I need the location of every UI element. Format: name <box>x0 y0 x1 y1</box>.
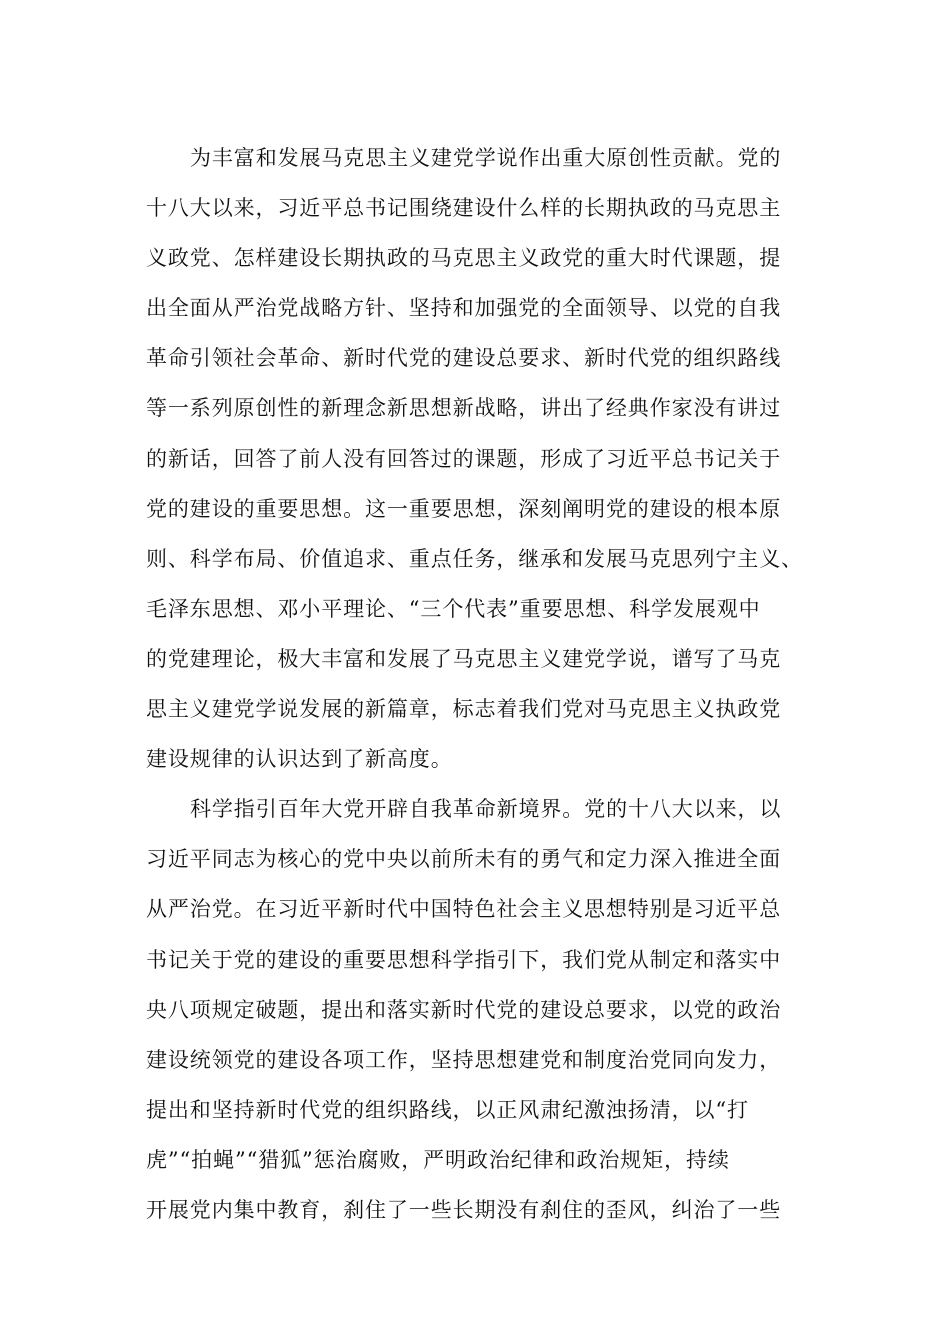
paragraph-line: 党的建设的重要思想。这一重要思想，深刻阐明党的建设的根本原 <box>146 496 782 521</box>
paragraph-line: 出全面从严治党战略方针、坚持和加强党的全面领导、以党的自我 <box>146 296 782 321</box>
paragraph-line: 毛泽东思想、邓小平理论、“三个代表”重要思想、科学发展观中 <box>146 596 761 621</box>
paragraph-line: 等一系列原创性的新理念新思想新战略，讲出了经典作家没有讲过 <box>146 396 782 421</box>
paragraph-line: 科学指引百年大党开辟自我革命新境界。党的十八大以来，以 <box>190 797 782 822</box>
paragraph-line: 提出和坚持新时代党的组织路线，以正风肃纪激浊扬清，以“打 <box>146 1097 749 1122</box>
document-body <box>146 133 846 1235</box>
paragraph-self-revolution <box>146 784 846 1235</box>
paragraph-line: 开展党内集中教育，刹住了一些长期没有刹住的歪风，纠治了一些 <box>146 1197 782 1222</box>
paragraph-line: 则、科学布局、价值追求、重点任务，继承和发展马克思列宁主义、 <box>146 546 803 571</box>
paragraph-party-building-theory <box>146 133 846 784</box>
paragraph-line: 习近平同志为核心的党中央以前所未有的勇气和定力深入推进全面 <box>146 847 782 872</box>
paragraph-line: 建设规律的认识达到了新高度。 <box>146 747 453 772</box>
paragraph-line: 革命引领社会革命、新时代党的建设总要求、新时代党的组织路线 <box>146 346 782 371</box>
paragraph-line: 的党建理论，极大丰富和发展了马克思主义建党学说，谱写了马克 <box>146 646 782 671</box>
paragraph-line: 从严治党。在习近平新时代中国特色社会主义思想特别是习近平总 <box>146 897 782 922</box>
paragraph-line: 虎”“拍蝇”“猎狐”惩治腐败，严明政治纪律和政治规矩，持续 <box>146 1147 730 1172</box>
paragraph-line: 建设统领党的建设各项工作，坚持思想建党和制度治党同向发力， <box>146 1047 782 1072</box>
paragraph-line: 的新话，回答了前人没有回答过的课题，形成了习近平总书记关于 <box>146 446 782 471</box>
paragraph-line: 央八项规定破题，提出和落实新时代党的建设总要求，以党的政治 <box>146 997 782 1022</box>
paragraph-line: 十八大以来，习近平总书记围绕建设什么样的长期执政的马克思主 <box>146 196 782 221</box>
paragraph-line: 思主义建党学说发展的新篇章，标志着我们党对马克思主义执政党 <box>146 697 782 722</box>
paragraph-line: 为丰富和发展马克思主义建党学说作出重大原创性贡献。党的 <box>190 146 782 170</box>
paragraph-line: 义政党、怎样建设长期执政的马克思主义政党的重大时代课题，提 <box>146 246 782 271</box>
paragraph-line: 书记关于党的建设的重要思想科学指引下，我们党从制定和落实中 <box>146 947 782 972</box>
